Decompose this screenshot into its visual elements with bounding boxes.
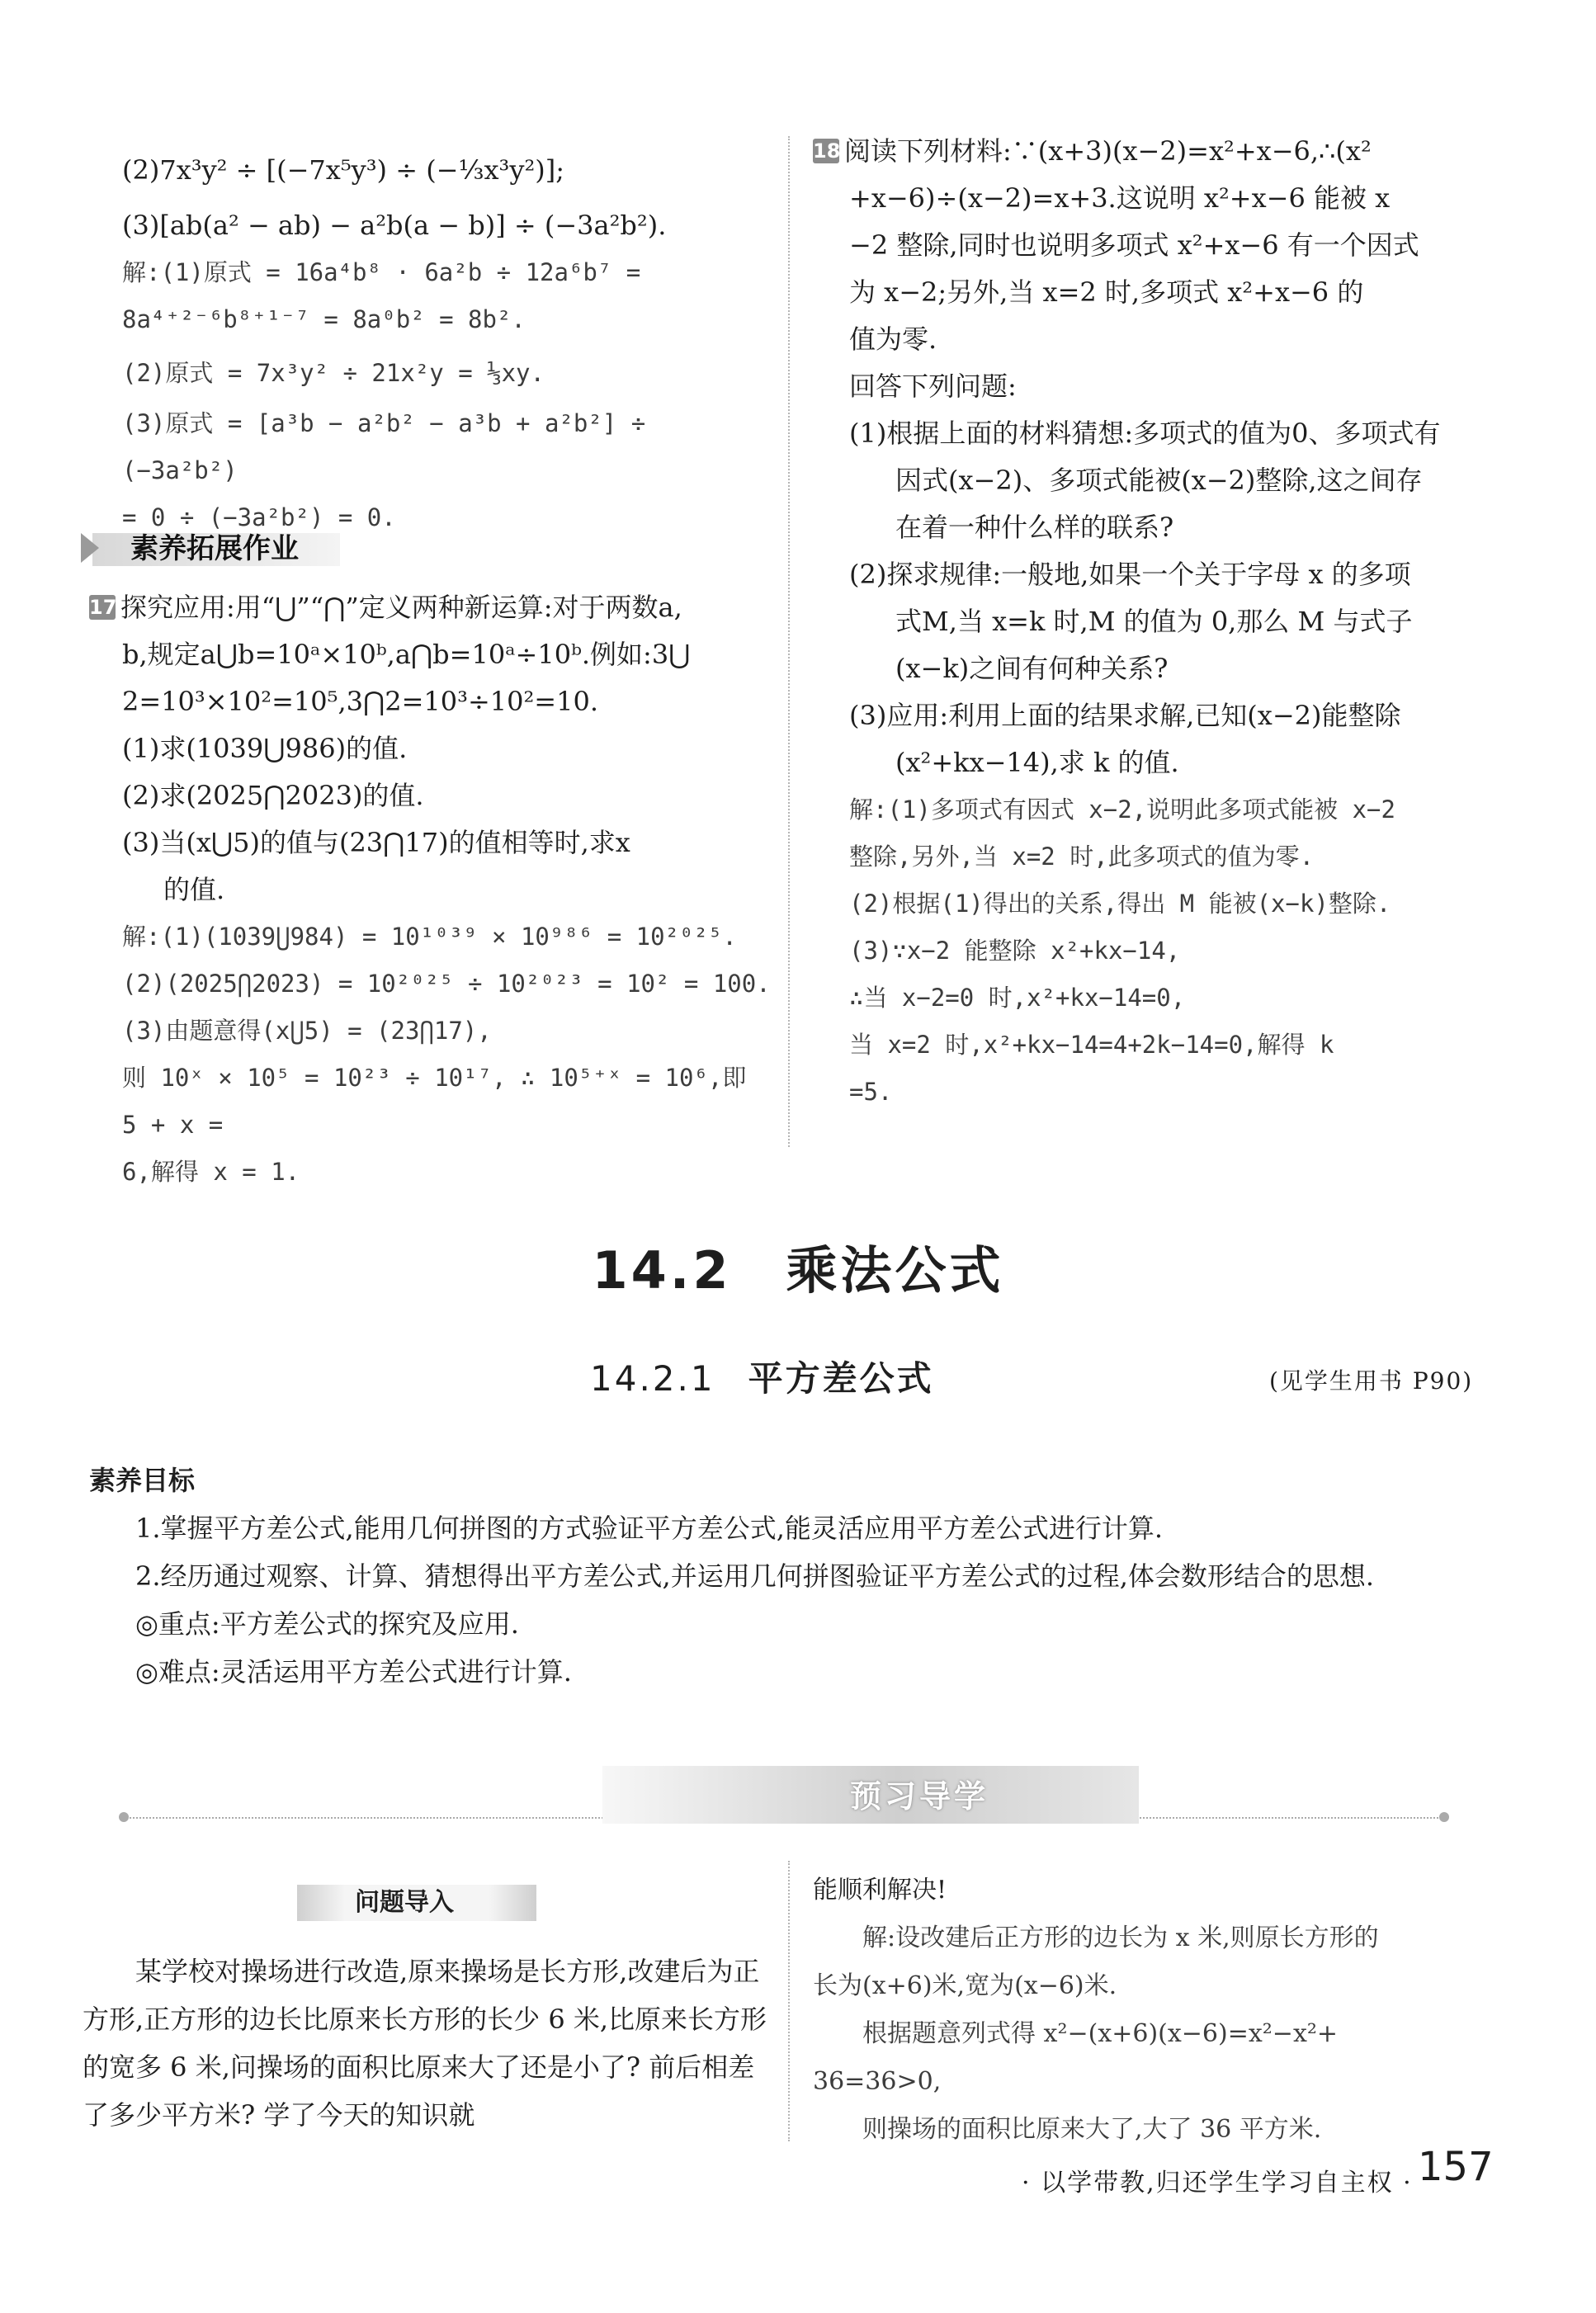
q17-sub1: (1)求(1039⋃986)的值. xyxy=(122,733,408,764)
intro-solution-4: 36=36>0, xyxy=(813,2067,942,2096)
q18-answer-3: (2)根据(1)得出的关系,得出 M 能被(x−k)整除. xyxy=(849,890,1391,918)
preview-section-header xyxy=(124,1766,1444,1832)
goals-heading: 素养目标 xyxy=(89,1465,196,1496)
goal-2: 2.经历通过观察、计算、猜想得出平方差公式,并运用几何拼图验证平方差公式的过程,体会数形结合的思想. xyxy=(135,1560,1375,1592)
q17-sub2: (2)求(2025⋂2023)的值. xyxy=(122,780,424,811)
q18-sub1a: (1)根据上面的材料猜想:多项式的值为0、多项式有 xyxy=(849,418,1441,449)
page-number: 157 xyxy=(1418,2144,1494,2190)
footer-slogan: · 以学带教,归还学生学习自主权 · xyxy=(1022,2169,1413,2197)
q18-sub2b: 式M,当 x=k 时,M 的值为 0,那么 M 与式子 xyxy=(895,606,1413,637)
goal-difficulty: ◎难点:灵活运用平方差公式进行计算. xyxy=(135,1656,572,1688)
subsection-number: 14.2.1 xyxy=(590,1358,715,1399)
student-book-reference: (见学生用书 P90) xyxy=(1269,1367,1474,1395)
goal-key-point: ◎重点:平方差公式的探究及应用. xyxy=(135,1608,519,1640)
problem-3: (3)[ab(a² − ab) − a²b(a − b)] ÷ (−3a²b²). xyxy=(122,210,667,241)
q17-line3: 2=10³×10²=10⁵,3⋂2=10³÷10²=10. xyxy=(122,686,598,717)
q18-answer-2: 整除,另外,当 x=2 时,此多项式的值为零. xyxy=(849,843,1315,871)
subsection-title xyxy=(590,1352,934,1401)
learning-goals xyxy=(89,1456,1374,1696)
intro-solution-1: 解:设改建后正方形的边长为 x 米,则原长方形的 xyxy=(862,1924,1379,1952)
q17-sub3b: 的值. xyxy=(163,874,225,905)
intro-solution-5: 则操场的面积比原来大了,大了 36 平方米. xyxy=(862,2115,1322,2144)
q18-answer-6: 当 x=2 时,x²+kx−14=4+2k−14=0,解得 k xyxy=(849,1031,1334,1059)
question-17 xyxy=(89,584,774,1196)
q17-answer-4: 则 10ˣ × 10⁵ = 10²³ ÷ 10¹⁷, ∴ 10⁵⁺ˣ = 10⁶,即 5 + x = xyxy=(122,1064,747,1139)
question-18 xyxy=(813,128,1498,1116)
question-intro-heading: 问题导入 xyxy=(355,1888,454,1917)
dot-right-icon xyxy=(1439,1812,1449,1822)
q18-line4: 为 x−2;另外,当 x=2 时,多项式 x²+x−6 的 xyxy=(849,276,1364,308)
section-badge-text: 预习导学 xyxy=(850,1778,989,1815)
q18-number: 18 xyxy=(813,139,841,163)
q17-answer-5: 6,解得 x = 1. xyxy=(122,1158,300,1186)
q18-line5: 值为零. xyxy=(849,323,937,355)
q17-answer-3: (3)由题意得(x⋃5) = (23⋂17), xyxy=(122,1017,492,1045)
q18-answer-5: ∴当 x−2=0 时,x²+kx−14=0, xyxy=(849,984,1186,1012)
q18-sub2a: (2)探求规律:一般地,如果一个关于字母 x 的多项 xyxy=(849,559,1411,590)
left-column-top xyxy=(122,147,766,541)
q18-answer-7: =5. xyxy=(849,1078,893,1106)
section-badge xyxy=(602,1766,1139,1824)
solution-3a: (3)原式 = [a³b − a²b² − a³b + a²b²] ÷ (−3a²b²) xyxy=(122,409,646,484)
column-divider xyxy=(788,136,790,1147)
q17-answer-2: (2)(2025⋂2023) = 10²⁰²⁵ ÷ 10²⁰²³ = 10² = 100. xyxy=(122,970,771,998)
intro-solution-0: 能顺利解决! xyxy=(813,1876,947,1905)
q17-line2: b,规定a⋃b=10ᵃ×10ᵇ,a⋂b=10ᵃ÷10ᵇ.例如:3⋃ xyxy=(122,639,691,670)
intro-solution xyxy=(813,1867,1498,2154)
q17-line1 xyxy=(89,584,774,631)
subsection-name: 平方差公式 xyxy=(748,1358,934,1399)
intro-solution-3: 根据题意列式得 x²−(x+6)(x−6)=x²−x²+ xyxy=(862,2019,1339,2048)
q18-answer-4: (3)∵x−2 能整除 x²+kx−14, xyxy=(849,937,1181,965)
solution-1a: 解:(1)原式 = 16a⁴b⁸ · 6a²b ÷ 12a⁶b⁷ = xyxy=(122,258,641,286)
q17-number: 17 xyxy=(89,596,117,619)
arrow-icon xyxy=(81,533,99,563)
q18-answer-1: 解:(1)多项式有因式 x−2,说明此多项式能被 x−2 xyxy=(849,795,1395,824)
intro-text: 某学校对操场进行改造,原来操场是长方形,改建后为正方形,正方形的边长比原来长方形的长少 6 米,比原来长方形的宽多 6 米,问操场的面积比原来大了还是小了? 前后相差了多少平方米? 学了今天的知识就 xyxy=(83,1956,767,2131)
q18-line3: −2 整除,同时也说明多项式 x²+x−6 有一个因式 xyxy=(849,229,1419,261)
q18-text-1: 阅读下列材料:∵(x+3)(x−2)=x²+x−6,∴(x² xyxy=(844,135,1372,167)
extension-homework-banner xyxy=(81,526,353,571)
intro-problem xyxy=(83,1947,772,2139)
solution-1b: 8a⁴⁺²⁻⁶b⁸⁺¹⁻⁷ = 8a⁰b² = 8b². xyxy=(122,305,526,333)
q17-sub3a: (3)当(x⋃5)的值与(23⋂17)的值相等时,求x xyxy=(122,827,630,858)
q18-sub3b: (x²+kx−14),求 k 的值. xyxy=(895,747,1179,778)
section-title: 14.2 乘法公式 xyxy=(592,1240,1004,1300)
solution-2: (2)原式 = 7x³y² ÷ 21x²y = ⅓xy. xyxy=(122,359,545,387)
q18-line6: 回答下列问题: xyxy=(849,371,1017,402)
q18-sub2c: (x−k)之间有何种关系? xyxy=(895,653,1169,684)
question-intro-tab xyxy=(297,1881,536,1924)
q18-sub3a: (3)应用:利用上面的结果求解,已知(x−2)能整除 xyxy=(849,700,1401,731)
dot-left-icon xyxy=(119,1812,129,1822)
q18-sub1c: 在着一种什么样的联系? xyxy=(895,512,1174,543)
banner-title: 素养拓展作业 xyxy=(130,532,299,565)
solution-3b: = 0 ÷ (−3a²b²) = 0. xyxy=(122,503,396,531)
column-divider-bottom xyxy=(788,1861,790,2141)
q18-line2: +x−6)÷(x−2)=x+3.这说明 x²+x−6 能被 x xyxy=(849,182,1391,214)
problem-2: (2)7x³y² ÷ [(−7x⁵y³) ÷ (−⅓x³y²)]; xyxy=(122,154,565,186)
q17-text-1: 探究应用:用“⋃”“⋂”定义两种新运算:对于两数a, xyxy=(120,592,682,623)
intro-solution-2: 长为(x+6)米,宽为(x−6)米. xyxy=(813,1971,1117,2000)
goal-1: 1.掌握平方差公式,能用几何拼图的方式验证平方差公式,能灵活应用平方差公式进行计算. xyxy=(135,1513,1164,1544)
q17-answer-1: 解:(1)(1039⋃984) = 10¹⁰³⁹ × 10⁹⁸⁶ = 10²⁰²⁵. xyxy=(122,923,737,951)
q18-sub1b: 因式(x−2)、多项式能被(x−2)整除,这之间存 xyxy=(895,465,1423,496)
q18-line1 xyxy=(813,128,1498,175)
